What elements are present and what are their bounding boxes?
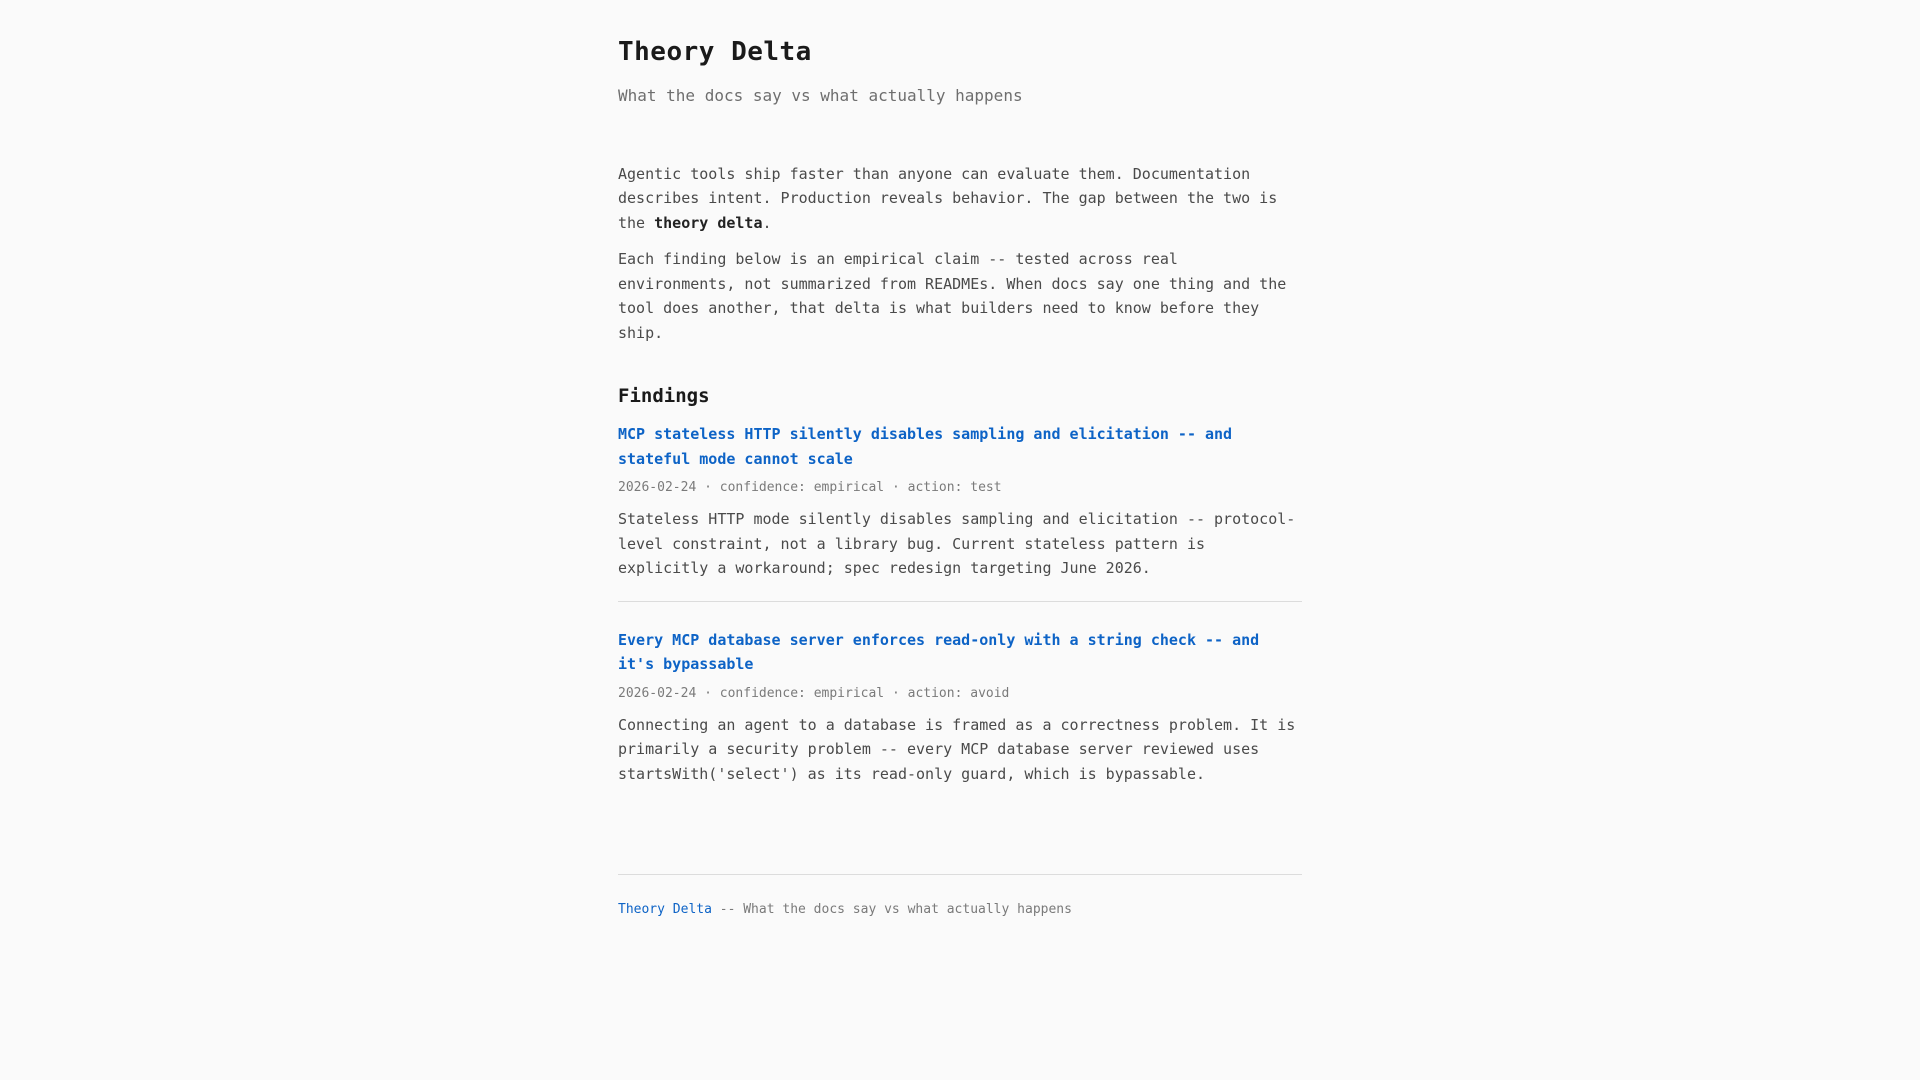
action-label: action: [907, 685, 963, 701]
meta-separator: · [704, 685, 712, 701]
intro-paragraph-1-text: Agentic tools ship faster than anyone can evaluate them. Documentation describes intent. Production reveals behavior. The gap between the two is the [618, 164, 1278, 232]
finding-meta [618, 685, 1302, 702]
intro-section [618, 162, 1302, 346]
findings-heading: Findings [618, 385, 710, 408]
page-container [618, 0, 1302, 918]
action-label: action: [907, 480, 963, 496]
footer-site-link[interactable]: Theory Delta [618, 902, 712, 918]
meta-separator: · [891, 685, 900, 701]
confidence-value: empirical [813, 480, 885, 496]
site-header [618, 37, 1302, 107]
action-value: test [970, 480, 1002, 496]
findings-list [618, 422, 1302, 806]
finding-title [618, 422, 1302, 471]
action-value: avoid [970, 685, 1010, 701]
meta-separator: · [704, 480, 712, 496]
page-subtitle: What the docs say vs what actually happens [618, 86, 1023, 106]
finding-date: 2026-02-24 [618, 480, 697, 496]
finding-item [618, 601, 1302, 807]
intro-paragraph-1 [618, 162, 1302, 236]
confidence-label: confidence: [719, 685, 806, 701]
footer-tagline: -- What the docs say vs what actually happens [719, 902, 1072, 918]
finding-date: 2026-02-24 [618, 685, 697, 701]
site-footer [618, 874, 1302, 918]
finding-meta [618, 479, 1302, 496]
intro-paragraph-2: Each finding below is an empirical claim -- tested across real environments, not summarized from READMEs. When docs say one thing and the tool does another, that delta is what builders need to know before they ship. [618, 250, 1287, 342]
confidence-value: empirical [813, 685, 885, 701]
theory-delta-emphasis: theory delta [654, 213, 763, 232]
finding-summary: Stateless HTTP mode silently disables sampling and elicitation -- protocol-level constraint, not a library bug. Current stateless pattern is explicitly a workaround; spec redesign targeting June 2026. [618, 510, 1296, 578]
finding-title-link[interactable]: MCP stateless HTTP silently disables sampling and elicitation -- and stateful mode cannot scale [618, 425, 1233, 468]
page-title: Theory Delta [618, 37, 812, 67]
finding-title-link[interactable]: Every MCP database server enforces read-only with a string check -- and it's bypassable [618, 630, 1260, 674]
confidence-label: confidence: [719, 480, 806, 496]
finding-item [618, 422, 1302, 601]
meta-separator: · [891, 480, 900, 496]
intro-paragraph-1-end: . [762, 213, 772, 232]
finding-summary: Connecting an agent to a database is framed as a correctness problem. It is primarily a security problem -- every MCP database server reviewed uses startsWith('select') as its read-only guard, which is bypassable. [618, 715, 1296, 783]
finding-title [618, 628, 1302, 677]
